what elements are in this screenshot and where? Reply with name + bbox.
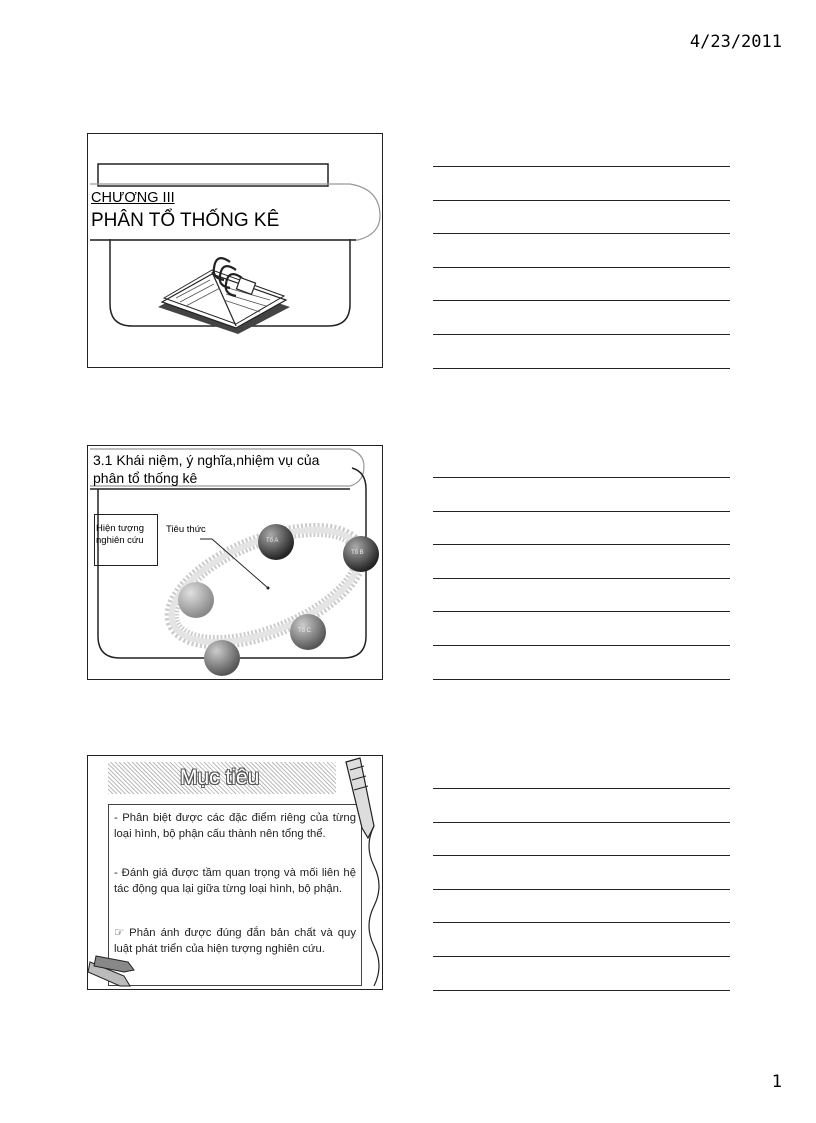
slide2-title-line2: phân tổ thống kê — [93, 470, 198, 486]
chapter-label: CHƯƠNG III — [91, 190, 175, 206]
slide-chapter-title — [87, 133, 383, 368]
squiggle-line-graphic — [364, 826, 383, 986]
ball-label-b: Tổ B — [351, 550, 364, 556]
phenomenon-line2: nghiên cứu — [96, 535, 144, 546]
slide2-title-line1: 3.1 Khái niệm, ý nghĩa,nhiệm vụ của — [93, 452, 320, 468]
objectives-title: Mục tiêu — [180, 766, 260, 789]
page-date: 4/23/2011 — [689, 32, 782, 52]
bullet-3: ☞ Phản ánh được đúng đắn bản chất và quy luật phát triển của hiện tượng nghiên cứu. — [114, 927, 356, 955]
bullet-2: - Đánh giá được tầm quan trọng và mối liên hệ tác động qua lại giữa từng loại hình, bộ phận. — [114, 867, 356, 895]
ball-label-c: Tổ C — [298, 628, 312, 634]
slide-objectives — [87, 755, 383, 990]
bullet-1: - Phân biệt được các đặc điểm riêng của từng loại hình, bộ phận cấu thành nên tổng thể. — [114, 812, 356, 840]
group-ball-d — [176, 580, 216, 620]
chapter-title: PHÂN TỔ THỐNG KÊ — [91, 210, 280, 231]
page-number: 1 — [771, 1072, 782, 1092]
ball-label-a: Tổ A — [266, 538, 279, 544]
crayons-icon — [88, 952, 138, 990]
slide-concept — [87, 445, 383, 680]
book-binder-icon — [150, 252, 300, 337]
group-ball-e — [202, 638, 242, 678]
phenomenon-line1: Hiện tượng — [96, 523, 144, 534]
criterion-label: Tiêu thức — [166, 524, 206, 535]
